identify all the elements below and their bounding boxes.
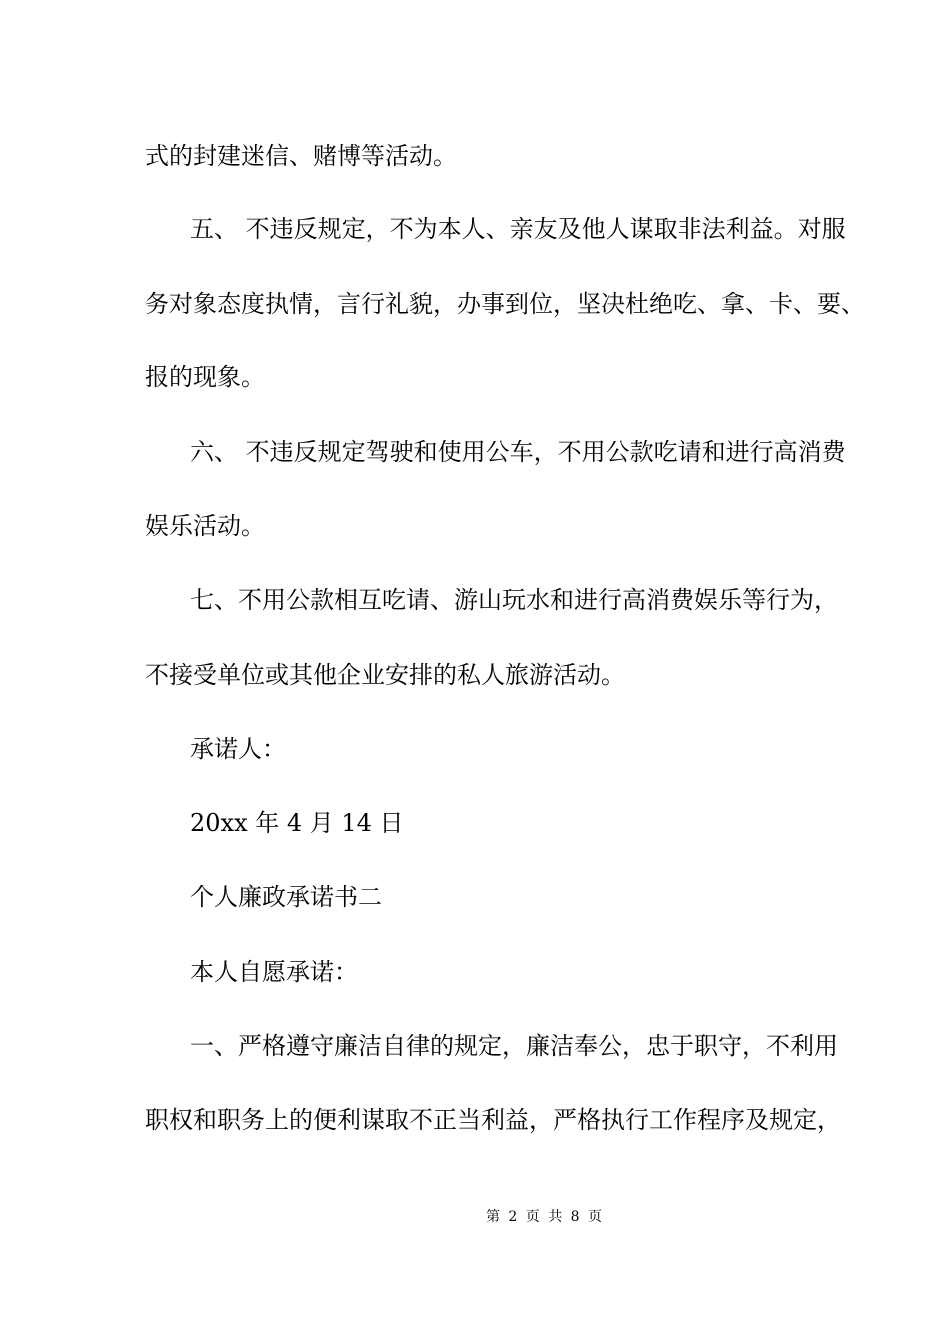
section-title: 个人廉政承诺书二 (190, 883, 382, 911)
body-line-12: 本人自愿承诺： (190, 958, 358, 986)
body-line-7: 七、不用公款相互吃请、游山玩水和进行高消费娱乐等行为， (190, 586, 838, 614)
body-line-3: 务对象态度执情，言行礼貌，办事到位，坚决杜绝吃、拿、卡、要、 (145, 290, 865, 318)
page-number-footer: 第 2 页 共 8 页 (485, 1209, 605, 1225)
body-line-13: 一、严格遵守廉洁自律的规定，廉洁奉公，忠于职守，不利用 (190, 1032, 838, 1060)
body-line-2: 五、 不违反规定，不为本人、亲友及他人谋取非法利益。对服 (190, 215, 846, 243)
body-line-6: 娱乐活动。 (145, 512, 265, 540)
signer-label: 承诺人： (190, 735, 286, 763)
body-line-8: 不接受单位或其他企业安排的私人旅游活动。 (145, 661, 625, 689)
body-line-14: 职权和职务上的便利谋取不正当利益，严格执行工作程序及规定， (145, 1106, 841, 1134)
body-line-5: 六、 不违反规定驾驶和使用公车，不用公款吃请和进行高消费 (190, 438, 846, 466)
date-line: 20xx 年 4 月 14 日 (190, 809, 404, 837)
body-line-4: 报的现象。 (145, 363, 265, 391)
body-line-1: 式的封建迷信、赌博等活动。 (145, 142, 457, 170)
